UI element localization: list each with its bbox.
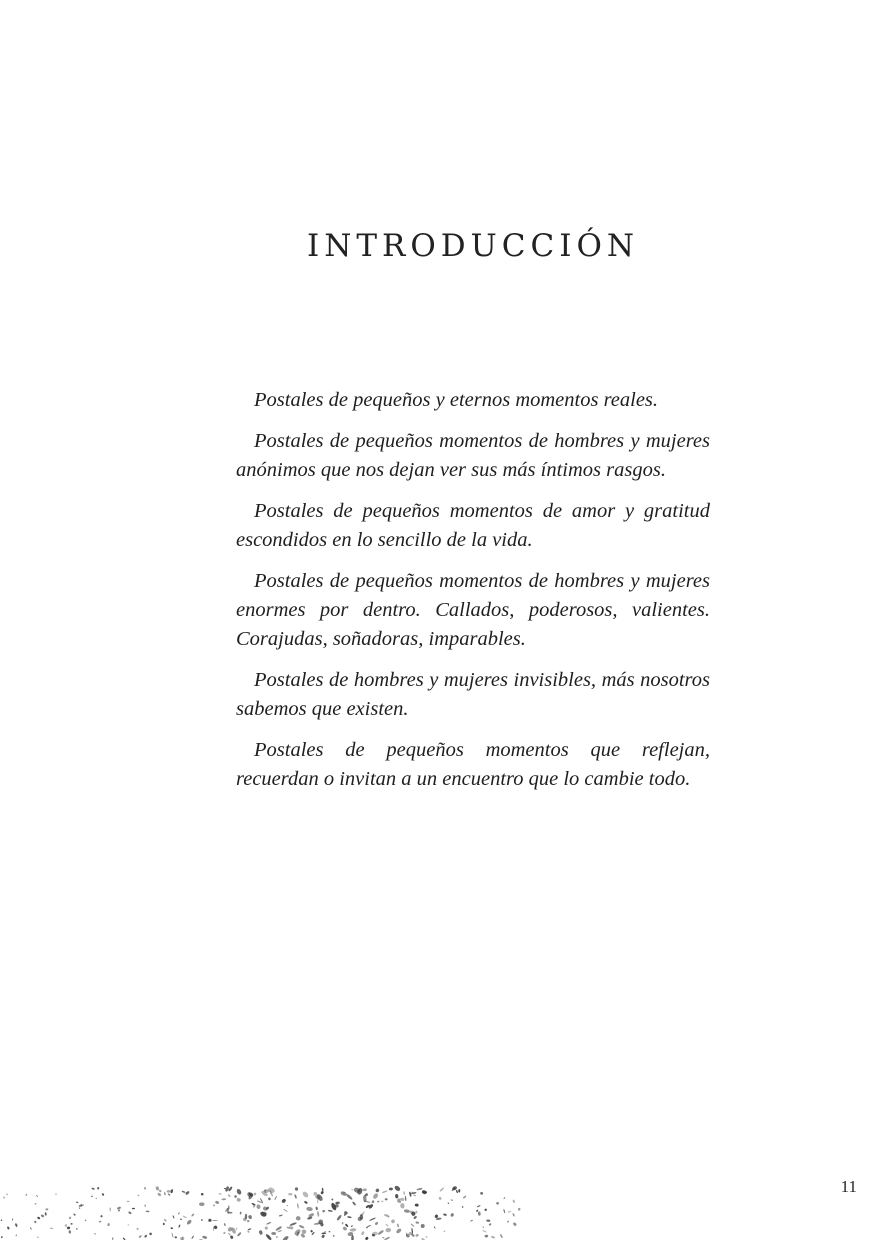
ink-speckle xyxy=(155,1186,159,1191)
ink-speckle xyxy=(236,1227,237,1230)
ink-speckle xyxy=(251,1203,256,1206)
ink-speckle xyxy=(329,1231,331,1232)
ink-speckle xyxy=(416,1187,423,1190)
ink-speckle xyxy=(486,1219,490,1222)
paragraph: Postales de pequeños y eternos momentos reales. xyxy=(254,389,659,411)
ink-speckle xyxy=(295,1187,299,1191)
ink-speckle xyxy=(298,1224,304,1229)
ink-speckle xyxy=(507,1221,509,1223)
ink-speckle xyxy=(513,1222,518,1227)
ink-speckle xyxy=(266,1222,271,1226)
page-title: INTRODUCCIÓN xyxy=(306,228,639,264)
ink-speckle xyxy=(512,1213,515,1217)
ink-speckle xyxy=(282,1235,290,1240)
ink-speckle xyxy=(149,1232,152,1235)
ink-speckle xyxy=(268,1197,272,1201)
ink-speckle xyxy=(91,1187,95,1190)
ink-speckle xyxy=(117,1206,122,1210)
ink-speckle xyxy=(496,1202,499,1204)
ink-speckle xyxy=(230,1235,234,1239)
ink-speckle xyxy=(340,1190,347,1196)
ink-speckle xyxy=(225,1186,230,1192)
ink-speckle xyxy=(385,1198,388,1200)
ink-speckle xyxy=(36,1195,38,1198)
ink-speckle xyxy=(281,1198,286,1203)
ink-speckle xyxy=(400,1197,405,1201)
ink-speckle xyxy=(73,1213,76,1216)
ink-speckle xyxy=(172,1215,174,1219)
ink-speckle xyxy=(482,1230,487,1233)
ink-speckle xyxy=(438,1197,441,1201)
ink-speckle-decoration xyxy=(0,1180,560,1240)
ink-speckle xyxy=(434,1226,436,1229)
ink-speckle xyxy=(404,1209,411,1213)
ink-speckle xyxy=(395,1228,402,1234)
ink-speckle xyxy=(363,1188,367,1191)
ink-speckle xyxy=(415,1233,419,1237)
ink-speckle xyxy=(95,1197,97,1199)
ink-speckle xyxy=(248,1228,252,1230)
ink-speckle xyxy=(333,1235,335,1237)
ink-speckle xyxy=(236,1197,241,1202)
ink-speckle xyxy=(178,1224,181,1228)
ink-speckle xyxy=(132,1208,135,1210)
ink-speckle xyxy=(485,1235,489,1238)
ink-speckle xyxy=(163,1223,165,1226)
ink-speckle xyxy=(34,1220,37,1223)
ink-speckle xyxy=(101,1193,104,1196)
ink-speckle xyxy=(491,1236,495,1239)
ink-speckle xyxy=(265,1227,268,1230)
ink-speckle xyxy=(395,1194,399,1199)
ink-speckle xyxy=(170,1227,173,1229)
ink-speckle xyxy=(482,1226,484,1228)
ink-speckle xyxy=(110,1207,111,1211)
ink-speckle xyxy=(512,1199,515,1203)
ink-speckle xyxy=(221,1198,226,1200)
ink-speckle xyxy=(168,1193,171,1196)
ink-speckle xyxy=(25,1193,27,1196)
ink-speckle xyxy=(1,1236,3,1239)
ink-speckle xyxy=(146,1210,150,1212)
ink-speckle xyxy=(144,1234,148,1238)
ink-speckle xyxy=(144,1205,146,1207)
ink-speckle xyxy=(14,1223,18,1227)
ink-speckle xyxy=(288,1193,292,1195)
ink-speckle xyxy=(15,1234,17,1236)
ink-speckle xyxy=(1,1219,3,1221)
ink-speckle xyxy=(480,1192,483,1195)
ink-speckle xyxy=(372,1192,379,1199)
ink-speckle xyxy=(443,1213,447,1216)
ink-speckle xyxy=(234,1195,237,1198)
ink-speckle xyxy=(97,1187,100,1190)
ink-speckle xyxy=(381,1200,384,1202)
ink-speckle xyxy=(68,1230,71,1234)
ink-speckle xyxy=(215,1200,220,1204)
ink-speckle xyxy=(302,1229,307,1234)
ink-speckle xyxy=(331,1198,333,1200)
ink-speckle xyxy=(76,1228,78,1230)
ink-speckle xyxy=(79,1207,81,1209)
ink-speckle xyxy=(450,1199,453,1201)
paragraph: Postales de pequeños momentos de hombres y mujeres anónimos que nos dejan ver sus más íntimos rasgos. xyxy=(236,430,710,481)
ink-speckle xyxy=(254,1193,257,1196)
ink-speckle xyxy=(258,1230,263,1235)
ink-speckle xyxy=(352,1201,356,1206)
ink-speckle xyxy=(458,1189,460,1192)
ink-speckle xyxy=(456,1190,459,1194)
ink-speckle xyxy=(85,1219,87,1221)
ink-speckle xyxy=(178,1212,180,1215)
ink-speckle xyxy=(240,1212,242,1215)
ink-speckle xyxy=(478,1211,481,1215)
ink-speckle xyxy=(227,1194,230,1197)
ink-speckle xyxy=(302,1191,310,1199)
ink-speckle xyxy=(94,1233,96,1235)
ink-speckle xyxy=(30,1227,32,1230)
ink-speckle xyxy=(425,1236,428,1239)
ink-speckle xyxy=(279,1214,283,1216)
ink-speckle xyxy=(518,1208,521,1211)
ink-speckle xyxy=(107,1223,110,1226)
ink-speckle xyxy=(382,1190,388,1194)
ink-speckle xyxy=(374,1221,378,1225)
ink-speckle xyxy=(439,1187,444,1192)
ink-speckle xyxy=(274,1196,277,1201)
ink-speckle xyxy=(6,1193,8,1195)
ink-speckle xyxy=(159,1189,162,1192)
ink-speckle xyxy=(256,1204,261,1210)
ink-speckle xyxy=(385,1223,389,1227)
ink-speckle xyxy=(199,1202,205,1206)
ink-speckle xyxy=(342,1226,347,1231)
ink-speckle xyxy=(415,1203,419,1206)
ink-speckle xyxy=(315,1206,318,1210)
ink-speckle xyxy=(310,1230,313,1233)
ink-speckle xyxy=(228,1233,231,1236)
ink-speckle xyxy=(377,1200,380,1202)
ink-speckle xyxy=(186,1219,192,1225)
ink-speckle xyxy=(3,1196,5,1199)
ink-speckle xyxy=(50,1227,54,1229)
ink-speckle xyxy=(390,1219,395,1224)
ink-speckle xyxy=(394,1185,401,1192)
ink-speckle xyxy=(224,1223,226,1226)
ink-speckle xyxy=(136,1227,139,1230)
ink-speckle xyxy=(245,1214,247,1219)
ink-speckle xyxy=(462,1206,464,1208)
ink-speckle xyxy=(283,1209,288,1213)
ink-speckle xyxy=(324,1231,326,1233)
ink-speckle xyxy=(174,1236,177,1238)
ink-speckle xyxy=(503,1197,505,1200)
ink-speckle xyxy=(409,1191,412,1196)
paragraph: Postales de pequeños momentos de hombres y mujeres enormes por dentro. Callados, poderosos, valientes. Corajudas, soñadoras, imparables. xyxy=(236,570,710,650)
paragraph: Postales de pequeños momentos de amor y gratitud escondidos en lo sencillo de la vida. xyxy=(236,500,710,551)
ink-speckle xyxy=(351,1189,353,1191)
ink-speckle xyxy=(126,1201,129,1202)
ink-speckle xyxy=(477,1205,481,1208)
ink-speckle xyxy=(277,1230,282,1233)
ink-speckle xyxy=(503,1209,505,1214)
ink-speckle xyxy=(470,1220,473,1222)
ink-speckle xyxy=(322,1210,325,1213)
ink-speckle xyxy=(260,1198,264,1204)
ink-speckle xyxy=(351,1235,354,1240)
ink-speckle xyxy=(289,1222,297,1227)
ink-speckle xyxy=(346,1193,354,1200)
ink-speckle xyxy=(400,1203,405,1209)
ink-speckle xyxy=(336,1214,342,1221)
ink-speckle xyxy=(317,1211,320,1217)
ink-speckle xyxy=(372,1200,374,1203)
ink-speckle xyxy=(247,1220,250,1223)
ink-speckle xyxy=(236,1188,242,1195)
ink-speckle xyxy=(382,1237,384,1239)
paragraph: Postales de pequeños momentos que reflejan, recuerdan o invitan a un encuentro que lo cambie todo. xyxy=(236,739,710,790)
ink-speckle xyxy=(98,1221,101,1223)
ink-speckle xyxy=(508,1211,512,1212)
ink-speckle xyxy=(265,1233,272,1240)
ink-speckle xyxy=(164,1192,166,1195)
ink-speckle xyxy=(163,1218,167,1222)
ink-speckle xyxy=(306,1206,313,1211)
ink-speckle xyxy=(377,1230,384,1236)
ink-speckle xyxy=(289,1226,294,1230)
page-number: 11 xyxy=(840,1177,857,1196)
ink-speckle xyxy=(276,1236,278,1239)
ink-speckle xyxy=(67,1226,71,1229)
ink-speckle xyxy=(248,1215,253,1220)
ink-speckle xyxy=(411,1223,415,1227)
ink-speckle xyxy=(37,1236,39,1238)
ink-speckle xyxy=(65,1224,68,1227)
ink-speckle xyxy=(297,1203,299,1209)
ink-speckle xyxy=(201,1193,204,1196)
ink-speckle xyxy=(167,1190,172,1193)
ink-speckle xyxy=(304,1201,308,1205)
ink-speckle xyxy=(405,1196,407,1201)
ink-speckle xyxy=(375,1188,380,1193)
ink-speckle xyxy=(384,1236,391,1240)
ink-speckle xyxy=(262,1206,268,1212)
ink-speckle xyxy=(389,1187,393,1190)
ink-speckle xyxy=(361,1231,365,1236)
ink-speckle xyxy=(335,1201,340,1204)
ink-speckle xyxy=(137,1195,139,1197)
ink-speckle xyxy=(202,1235,208,1239)
ink-speckle xyxy=(397,1223,400,1227)
ink-speckle xyxy=(443,1230,445,1232)
ink-speckle xyxy=(213,1204,214,1206)
ink-speckle xyxy=(91,1195,93,1197)
ink-speckle xyxy=(351,1225,354,1227)
ink-speckle xyxy=(70,1223,72,1225)
ink-speckle xyxy=(320,1191,324,1195)
ink-speckle xyxy=(271,1232,276,1235)
ink-speckle xyxy=(413,1216,417,1220)
ink-speckle xyxy=(223,1232,226,1234)
ink-speckle xyxy=(40,1214,44,1218)
ink-speckle xyxy=(350,1228,357,1232)
ink-speckle xyxy=(369,1217,376,1221)
ink-speckle xyxy=(218,1193,222,1194)
ink-speckle xyxy=(144,1187,146,1190)
ink-speckle xyxy=(500,1234,504,1239)
ink-speckle xyxy=(413,1194,416,1196)
ink-speckle xyxy=(45,1208,48,1210)
ink-speckle xyxy=(421,1224,425,1228)
ink-speckle xyxy=(128,1224,129,1226)
ink-speckle xyxy=(138,1235,142,1239)
ink-speckle xyxy=(345,1223,349,1227)
ink-speckle xyxy=(286,1205,288,1207)
ink-speckle xyxy=(171,1233,173,1238)
ink-speckle xyxy=(385,1228,391,1233)
ink-speckle xyxy=(12,1218,13,1221)
ink-speckle xyxy=(484,1209,486,1211)
ink-speckle xyxy=(69,1216,72,1219)
ink-speckle xyxy=(212,1220,217,1221)
ink-speckle xyxy=(185,1190,190,1195)
ink-speckle xyxy=(342,1222,344,1224)
ink-speckle xyxy=(191,1213,195,1217)
ink-speckle xyxy=(488,1223,491,1226)
ink-speckle xyxy=(157,1192,162,1196)
ink-speckle xyxy=(294,1194,297,1199)
ink-speckle xyxy=(415,1221,419,1224)
ink-speckle xyxy=(403,1191,405,1195)
ink-speckle xyxy=(182,1215,187,1218)
ink-speckle xyxy=(328,1210,333,1213)
ink-speckle xyxy=(201,1219,203,1221)
ink-speckle xyxy=(37,1216,41,1219)
ink-speckle xyxy=(118,1209,120,1212)
ink-speckle xyxy=(100,1215,103,1218)
ink-speckle xyxy=(296,1216,301,1220)
ink-speckle xyxy=(476,1209,479,1212)
ink-speckle xyxy=(321,1232,326,1234)
ink-speckle xyxy=(365,1236,369,1240)
ink-speckle xyxy=(35,1203,37,1205)
ink-speckle xyxy=(463,1195,467,1199)
ink-speckle xyxy=(450,1213,454,1218)
ink-speckle xyxy=(180,1218,182,1220)
ink-speckle xyxy=(55,1193,57,1195)
ink-speckle xyxy=(322,1188,324,1192)
ink-speckle xyxy=(434,1214,438,1218)
ink-speckle xyxy=(191,1235,194,1239)
ink-speckle xyxy=(181,1190,185,1193)
ink-speckle xyxy=(317,1199,318,1203)
ink-speckle xyxy=(447,1202,449,1204)
ink-speckle xyxy=(76,1201,79,1203)
ink-speckle xyxy=(247,1230,250,1233)
ink-speckle xyxy=(128,1211,132,1215)
ink-speckle xyxy=(321,1234,325,1239)
paragraph: Postales de hombres y mujeres invisibles, más nosotros sabemos que existen. xyxy=(236,669,710,720)
body-text xyxy=(236,386,710,806)
ink-speckle xyxy=(237,1232,242,1237)
ink-speckle xyxy=(347,1216,352,1218)
ink-speckle xyxy=(7,1226,10,1230)
